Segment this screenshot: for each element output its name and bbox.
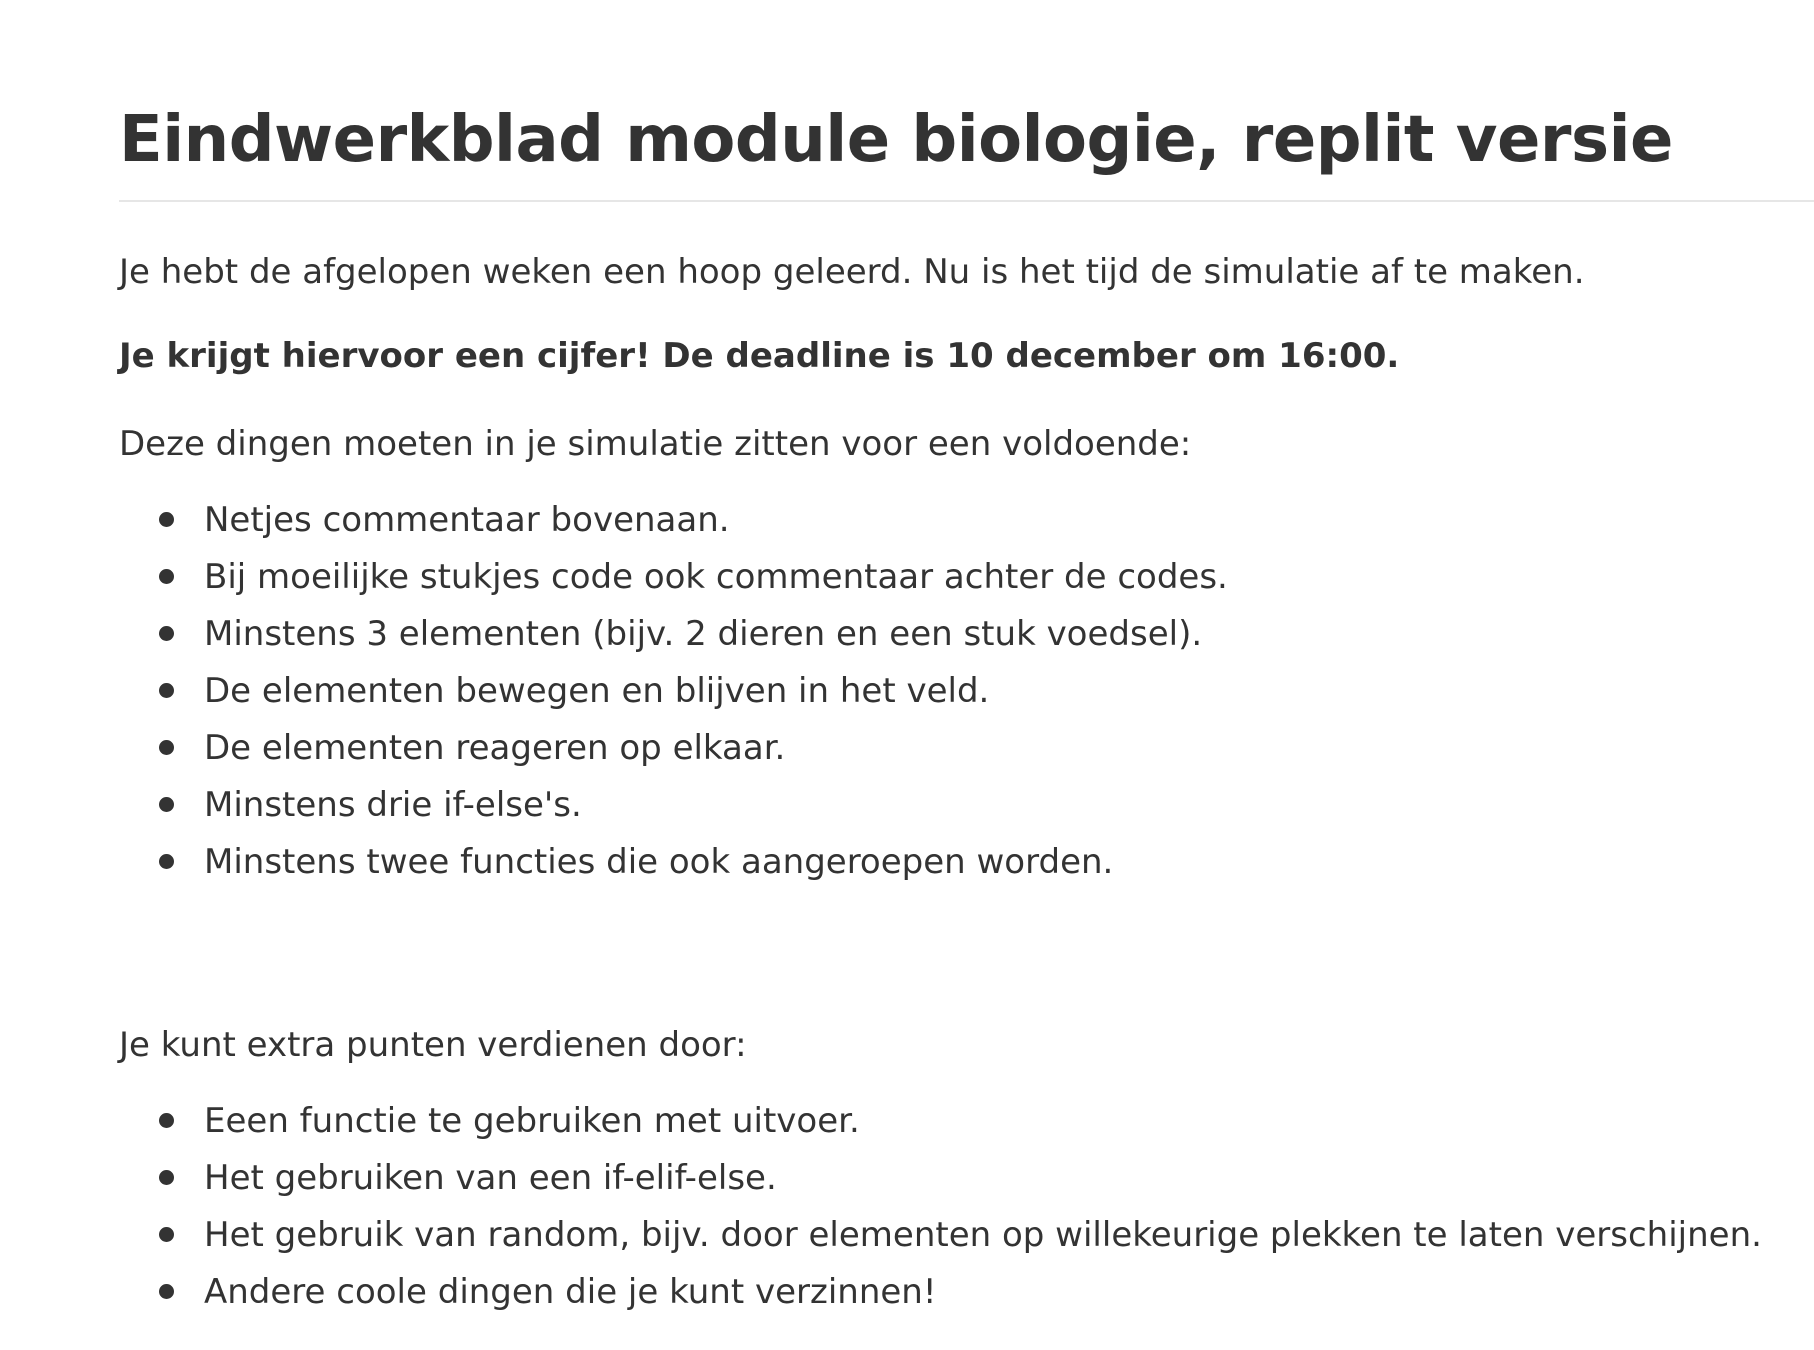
list-item	[204, 1150, 1814, 1207]
list-item-text: Eeen functie te gebruiken met uitvoer.	[204, 1101, 860, 1141]
list-item	[204, 606, 1814, 663]
title-divider	[119, 200, 1814, 202]
list-item-text: De elementen reageren op elkaar.	[204, 728, 786, 768]
list-item	[204, 549, 1814, 606]
bullet-icon	[159, 797, 174, 812]
list-item-text: Het gebruiken van een if-elif-else.	[204, 1158, 777, 1198]
list-item-text: Minstens drie if-else's.	[204, 785, 582, 825]
bullet-icon	[159, 1113, 174, 1128]
bullet-icon	[159, 683, 174, 698]
requirements-lead: Deze dingen moeten in je simulatie zitten voor een voldoende:	[119, 424, 1192, 464]
bullet-icon	[159, 740, 174, 755]
list-item	[204, 1207, 1814, 1264]
document-page	[119, 0, 1814, 1321]
list-item-text: Minstens 3 elementen (bijv. 2 dieren en een stuk voedsel).	[204, 614, 1203, 654]
intro-paragraph: Je hebt de afgelopen weken een hoop geleerd. Nu is het tijd de simulatie af te maken.	[119, 252, 1585, 292]
bullet-icon	[159, 512, 174, 527]
extra-points-lead: Je kunt extra punten verdienen door:	[119, 1025, 747, 1065]
list-item	[204, 1093, 1814, 1150]
list-item-text: Netjes commentaar bovenaan.	[204, 500, 730, 540]
list-item-text: Minstens twee functies die ook aangeroepen worden.	[204, 842, 1114, 882]
bullet-icon	[159, 626, 174, 641]
bullet-icon	[159, 854, 174, 869]
list-item	[204, 1264, 1814, 1321]
bullet-icon	[159, 1284, 174, 1299]
list-item	[204, 720, 1814, 777]
list-item	[204, 777, 1814, 834]
list-item-text: Het gebruik van random, bijv. door elementen op willekeurige plekken te laten verschijnen.	[204, 1215, 1762, 1255]
list-item-text: De elementen bewegen en blijven in het veld.	[204, 671, 990, 711]
deadline-paragraph: Je krijgt hiervoor een cijfer! De deadline is 10 december om 16:00.	[119, 336, 1400, 376]
bullet-icon	[159, 569, 174, 584]
page-title: Eindwerkblad module biologie, replit versie	[119, 103, 1673, 177]
list-item	[204, 663, 1814, 720]
requirements-list	[119, 492, 1814, 891]
list-item-text: Bij moeilijke stukjes code ook commentaar achter de codes.	[204, 557, 1228, 597]
list-item	[204, 492, 1814, 549]
bullet-icon	[159, 1227, 174, 1242]
list-item	[204, 834, 1814, 891]
list-item-text: Andere coole dingen die je kunt verzinnen!	[204, 1272, 937, 1312]
bullet-icon	[159, 1170, 174, 1185]
extra-points-list	[119, 1093, 1814, 1321]
